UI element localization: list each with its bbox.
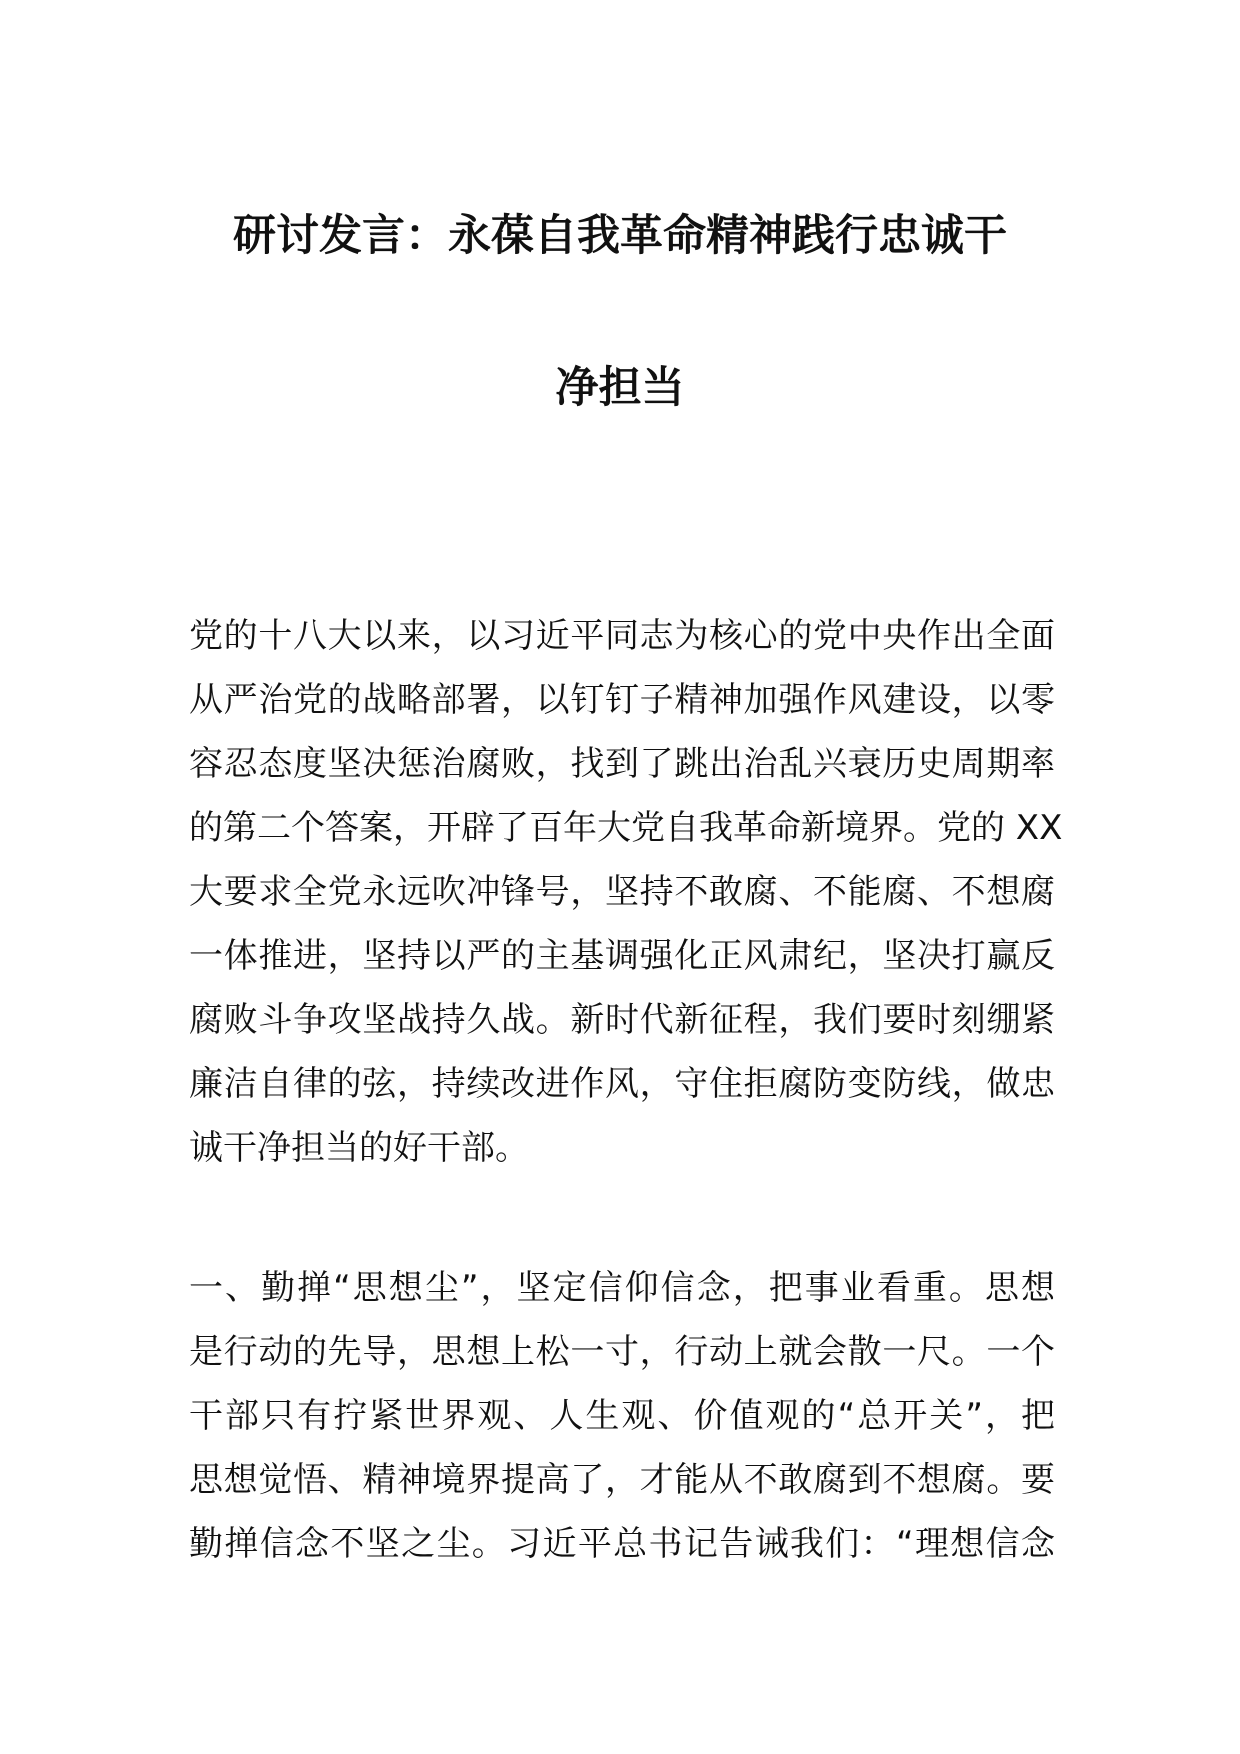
document-title-line-2: 净担当 bbox=[555, 363, 685, 413]
paragraph-line: 从严治党的战略部署，以钉钉子精神加强作风建设，以零 bbox=[189, 680, 1055, 720]
paragraph-line: 勤掸信念不坚之尘。习近平总书记告诫我们：“理想信念 bbox=[189, 1524, 1055, 1564]
paragraph-line: 是行动的先导，思想上松一寸，行动上就会散一尺。一个 bbox=[189, 1332, 1055, 1372]
document-title-line-1: 研讨发言：永葆自我革命精神践行忠诚干 bbox=[233, 211, 1007, 261]
paragraph-line: 诚干净担当的好干部。 bbox=[189, 1128, 529, 1168]
paragraph-line: 廉洁自律的弦，持续改进作风，守住拒腐防变防线，做忠 bbox=[189, 1064, 1055, 1104]
paragraph-line: 腐败斗争攻坚战持久战。新时代新征程，我们要时刻绷紧 bbox=[189, 1000, 1055, 1040]
paragraph-line: 的第二个答案，开辟了百年大党自我革命新境界。党的 XX bbox=[189, 808, 1063, 848]
paragraph-line: 一、勤掸“思想尘”，坚定信仰信念，把事业看重。思想 bbox=[189, 1268, 1055, 1308]
paragraph-line: 一体推进，坚持以严的主基调强化正风肃纪，坚决打赢反 bbox=[189, 936, 1055, 976]
paragraph-line: 容忍态度坚决惩治腐败，找到了跳出治乱兴衰历史周期率 bbox=[189, 744, 1055, 784]
paragraph-line: 大要求全党永远吹冲锋号，坚持不敢腐、不能腐、不想腐 bbox=[189, 872, 1055, 912]
paragraph-line: 干部只有拧紧世界观、人生观、价值观的“总开关”，把 bbox=[189, 1396, 1055, 1436]
paragraph-line: 思想觉悟、精神境界提高了，才能从不敢腐到不想腐。要 bbox=[189, 1460, 1055, 1500]
paragraph-line: 党的十八大以来，以习近平同志为核心的党中央作出全面 bbox=[189, 616, 1055, 656]
